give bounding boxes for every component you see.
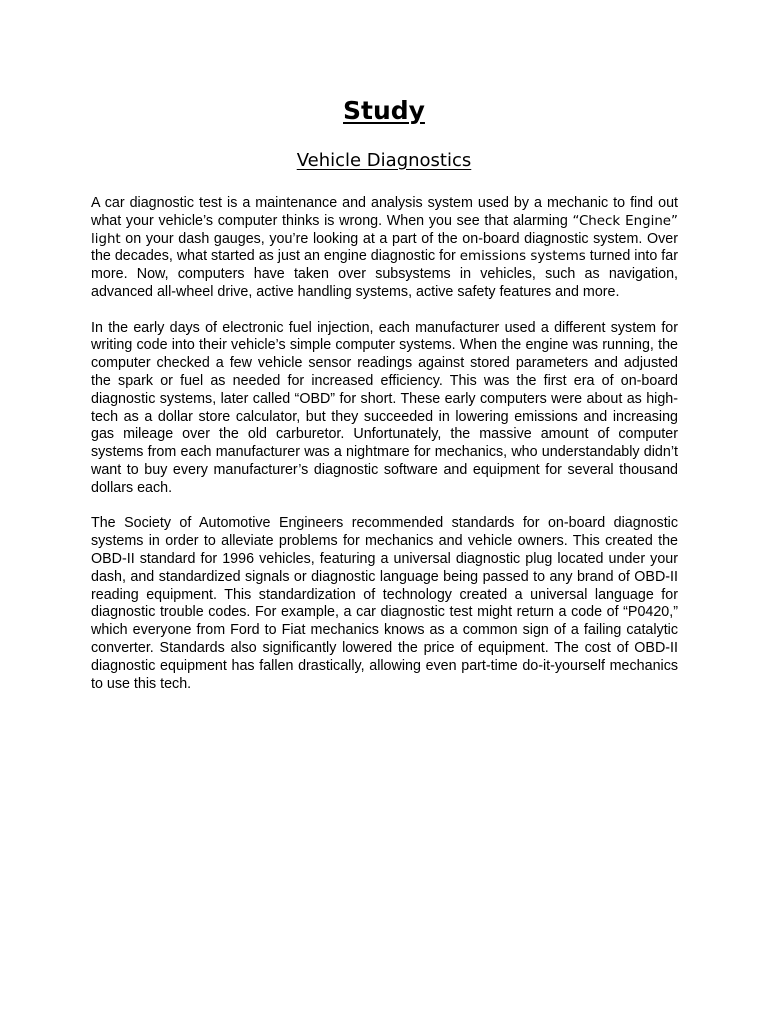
paragraph-1-text-c: turned into far more. Now, computers have taken over subsystems in vehicles, such as navigation, advanced all-wheel drive, active handling systems, active safety features and more. — [91, 248, 678, 300]
emissions-systems-link[interactable]: emissions systems — [459, 249, 586, 265]
document-body — [91, 195, 678, 711]
document-title: Study — [343, 96, 425, 125]
check-engine-light-link[interactable]: “Check Engine” light — [91, 213, 678, 247]
paragraph-1-text-b: on your dash gauges, you’re looking at a part of the on-board diagnostic system. Over the decades, what started as just an engine diagnostic for — [91, 230, 678, 265]
document-subtitle: Vehicle Diagnostics — [296, 150, 472, 171]
paragraph-3: The Society of Automotive Engineers recommended standards for on-board diagnostic systems in order to alleviate problems for mechanics and vehicle owners. This created the OBD-II standard for 1996 vehicles, featuring a universal diagnostic plug located under your dash, and standardized signals or diagnostic language being passed to any brand of OBD-II reading equipment. This standardization of technology created a universal language for diagnostic trouble codes. For example, a car diagnostic test might return a code of “P0420,” which everyone from Ford to Fiat mechanics knows as a common sign of a failing catalytic converter. Standards also significantly lowered the price of equipment. The cost of OBD-II diagnostic equipment has fallen drastically, allowing even part-time do-it-yourself mechanics to use this tech. — [91, 515, 678, 692]
paragraph-1 — [91, 195, 678, 302]
paragraph-1-text-a: A car diagnostic test is a maintenance and analysis system used by a mechanic to find out what your vehicle’s computer thinks is wrong. When you see that alarming — [91, 195, 678, 229]
paragraph-2: In the early days of electronic fuel injection, each manufacturer used a different system for writing code into their vehicle’s simple computer systems. When the engine was running, the computer checked a few vehicle sensor readings against stored parameters and adjusted the spark or fuel as needed for increased efficiency. This was the first era of on-board diagnostic systems, later called “OBD” for short. These early computers were about as high-tech as a dollar store calculator, but they succeeded in lowering emissions and increasing gas mileage over the old carburetor. Unfortunately, the massive amount of computer systems from each manufacturer was a nightmare for mechanics, who understandably didn’t want to buy every manufacturer’s diagnostic software and equipment for several thousand dollars each. — [91, 319, 678, 496]
